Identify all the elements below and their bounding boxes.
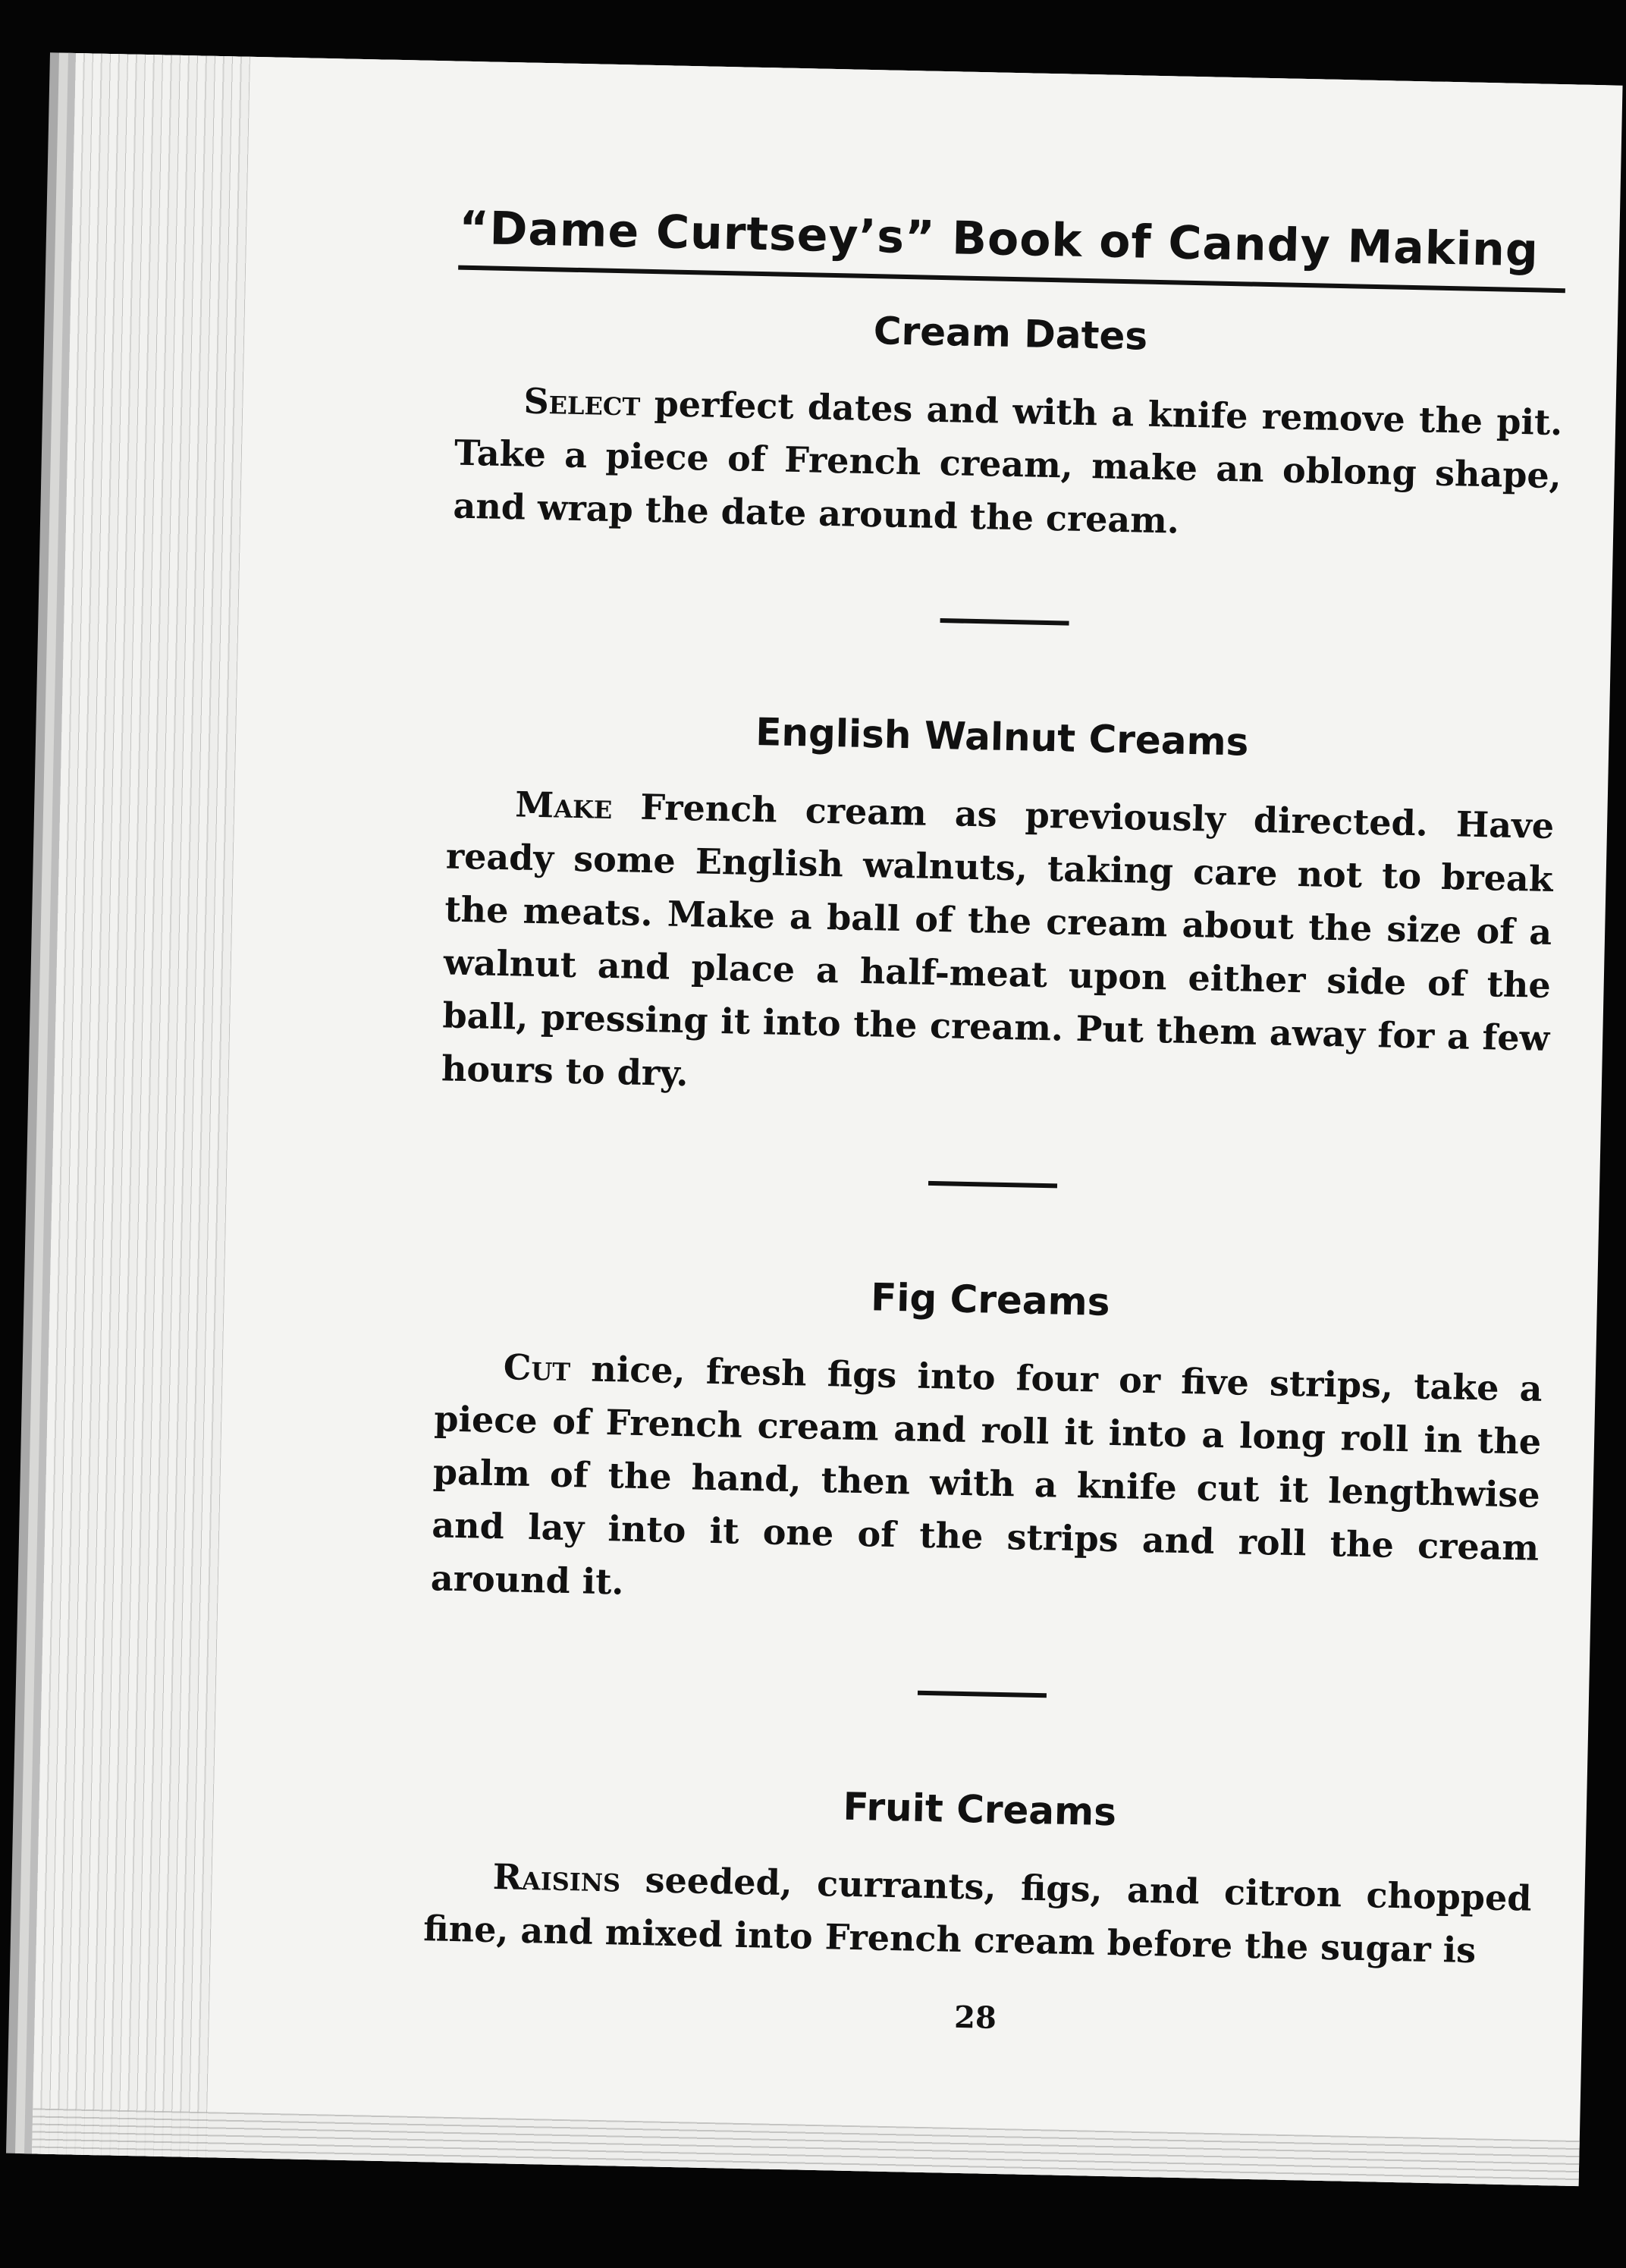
- recipe-text: [423, 1849, 1533, 1978]
- recipe-title: Cream Dates: [873, 309, 1148, 359]
- section-divider: [928, 1181, 1057, 1189]
- recipe-body-text: perfect dates and with a knife remove the pit. Take a piece of French cream, make an oblong shape, and wrap the date around the cream.: [453, 382, 1563, 542]
- recipe-body-text: nice, fresh figs into four or five strips, take a piece of French cream and roll it into a long roll in the palm of the hand, then with a knife cut it lengthwise and lay into it one of the strips and roll the cream around it.: [430, 1348, 1543, 1603]
- recipe-english-walnut-creams: [441, 703, 1555, 1117]
- recipe-body-text: seeded, currants, figs, and citron chopped fine, and mixed into French cream before the sugar is: [422, 1858, 1533, 1971]
- recipe-title: English Walnut Creams: [755, 709, 1250, 765]
- book-page: [32, 53, 1623, 2186]
- recipe-title: Fruit Creams: [842, 1784, 1117, 1835]
- recipe-title: Fig Creams: [870, 1275, 1111, 1324]
- recipe-fig-creams: [430, 1266, 1544, 1627]
- recipe-lead-word: Make: [514, 784, 613, 828]
- section-divider: [940, 618, 1069, 626]
- recipe-text: [441, 776, 1554, 1117]
- page-number: 28: [953, 1999, 997, 2036]
- page-content: [422, 202, 1567, 2047]
- running-header: “Dame Curtsey’s” Book of Candy Making: [458, 202, 1567, 294]
- recipe-text: [453, 373, 1563, 556]
- recipe-body-text: French cream as previously directed. Have ready some English walnuts, taking care not to break the meats. Make a ball of the cream about the size of a walnut and place a half-meat upon either side of the ball, pressing it into the cream. Put them away for a few hours to dry.: [441, 786, 1555, 1095]
- section-divider: [918, 1691, 1047, 1698]
- recipe-fruit-creams: [423, 1776, 1534, 1978]
- recipe-cream-dates: [453, 300, 1565, 556]
- recipe-lead-word: Cut: [503, 1346, 571, 1390]
- recipe-lead-word: Raisins: [492, 1856, 621, 1900]
- recipe-text: [430, 1339, 1543, 1627]
- recipe-lead-word: Select: [523, 380, 641, 424]
- page-gutter: [32, 53, 250, 2157]
- page-bottom-edge: [32, 2108, 1580, 2186]
